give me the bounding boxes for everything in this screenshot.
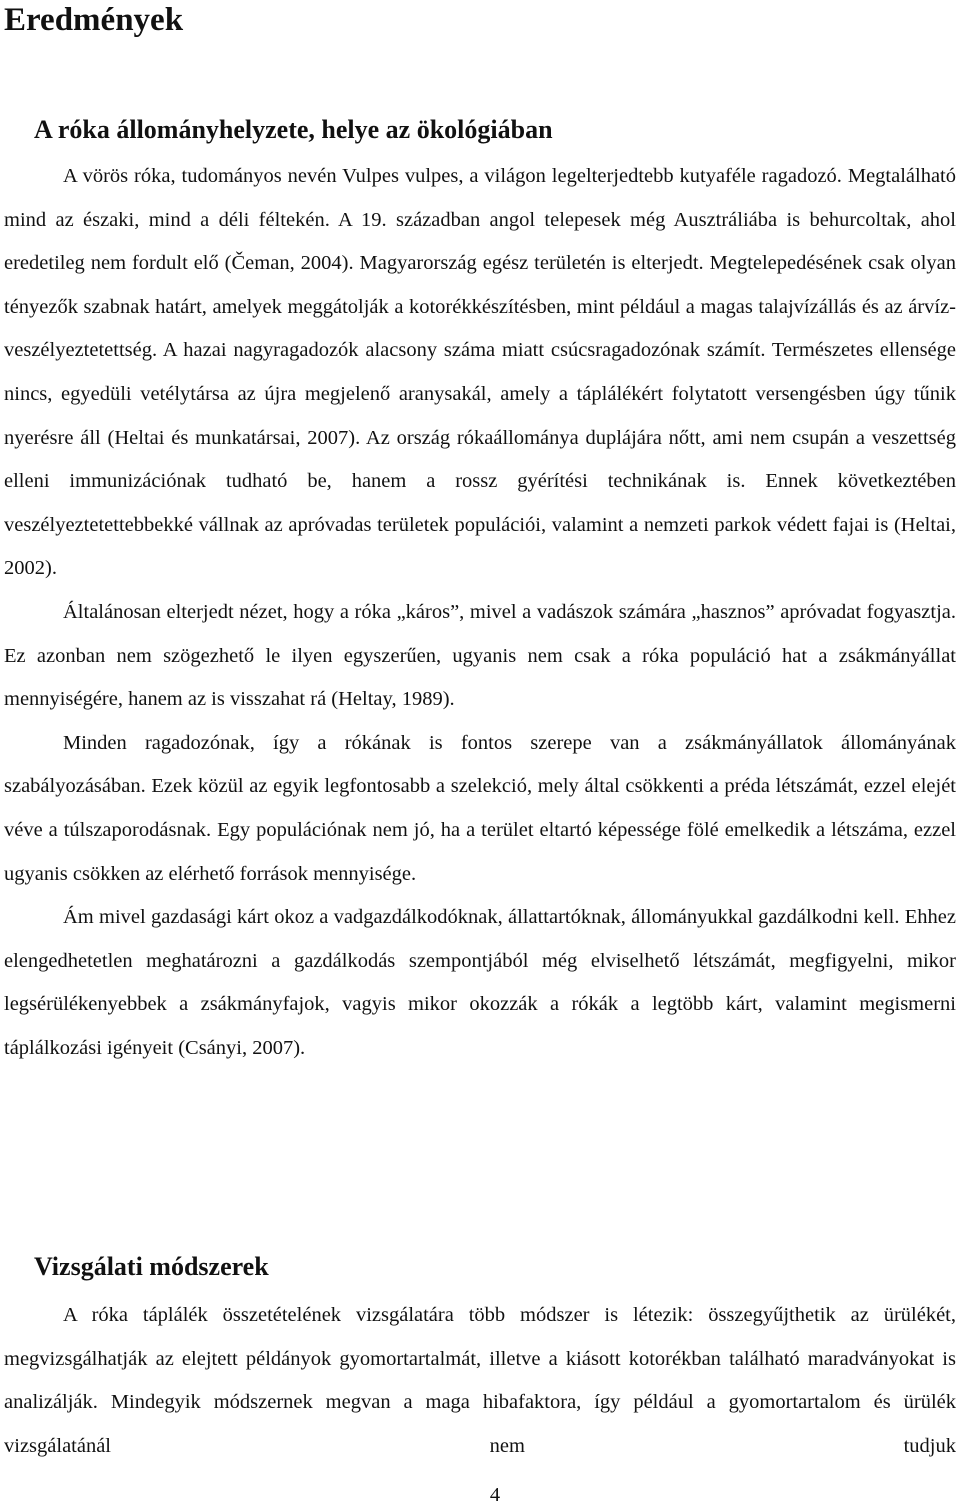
paragraph: Ám mivel gazdasági kárt okoz a vadgazdálkodóknak, állattartóknak, állományukkal gazdálkodni kell. Ehhez elengedhetetlen meghatározni a gazdálkodás szempontjából még elviselhető létszámát, megfigyelni, mikor legsérülékenyebbek a zsákmányfajok, vagyis mikor okozzák a rókák a legtöbb kárt, valamint megismerni táplálkozási igényeit (Csányi, 2007). xyxy=(4,906,956,1059)
section-body-fox-status xyxy=(4,155,956,1070)
section-heading-methods: Vizsgálati módszerek xyxy=(34,1252,269,1281)
section-heading-fox-status: A róka állományhelyzete, helye az ökológiában xyxy=(34,115,553,144)
section-body-methods xyxy=(4,1294,956,1468)
page-number: 4 xyxy=(489,1484,501,1506)
paragraph: A róka táplálék összetételének vizsgálatára több módszer is létezik: összegyűjthetik az ürülékét, megvizsgálhatják az elejtett példányok gyomortartalmát, illetve a kiásott kotorékban található maradványokat is analizálják. Mindegyik módszernek megvan a maga hibafaktora, így például a gyomortartalom és ürülék vizsgálatánál nem tudjuk xyxy=(4,1304,956,1457)
paragraph: Minden ragadozónak, így a rókának is fontos szerepe van a zsákmányállatok állományának szabályozásában. Ezek közül az egyik legfontosabb a szelekció, mely által csökkenti a préda létszámát, ezzel elejét véve a túlszaporodásnak. Egy populációnak nem jó, ha a terület eltartó képessége fölé emelkedik a létszáma, ezzel ugyanis csökken az elérhető források mennyisége. xyxy=(4,731,956,885)
paragraph: Általánosan elterjedt nézet, hogy a róka „káros”, mivel a vadászok számára „hasznos” apróvadat fogyasztja. Ez azonban nem szögezhető le ilyen egyszerűen, ugyanis nem csak a róka populáció hat a zsákmányállat mennyiségére, hanem az is visszahat rá (Heltay, 1989). xyxy=(4,600,956,711)
page-title: Eredmények xyxy=(4,2,184,38)
paragraph: A vörös róka, tudományos nevén Vulpes vulpes, a világon legelterjedtebb kutyaféle ragadozó. Megtalálható mind az északi, mind a déli féltekén. A 19. században angol telepesek még Ausztráliába is behurcoltak, ahol eredetileg nem fordult elő (Čeman, 2004). Magyarország egész területén is elterjedt. Megtelepedésének csak olyan tényezők szabnak határt, amelyek meggátolják a kotorékkészítésben, mint például a magas talajvízállás és az árvíz-veszélyeztetettség. A hazai nagyragadozók alacsony száma miatt csúcsragadozónak számít. Természetes ellensége nincs, egyedüli vetélytársa az újra megjelenő aranysakál, amely a táplálékért folytatott versengésben úgy tűnik nyerésre áll (Heltai és munkatársai, 2007). Az ország rókaállománya duplájára nőtt, ami nem csupán a veszettség elleni immunizációnak tudható be, hanem a rossz gyérítési technikának is. Ennek következtében veszélyeztetettebbekké vállnak az apróvadas területek populációi, valamint a nemzeti parkok védett fajai is (Heltai, 2002). xyxy=(4,165,956,580)
